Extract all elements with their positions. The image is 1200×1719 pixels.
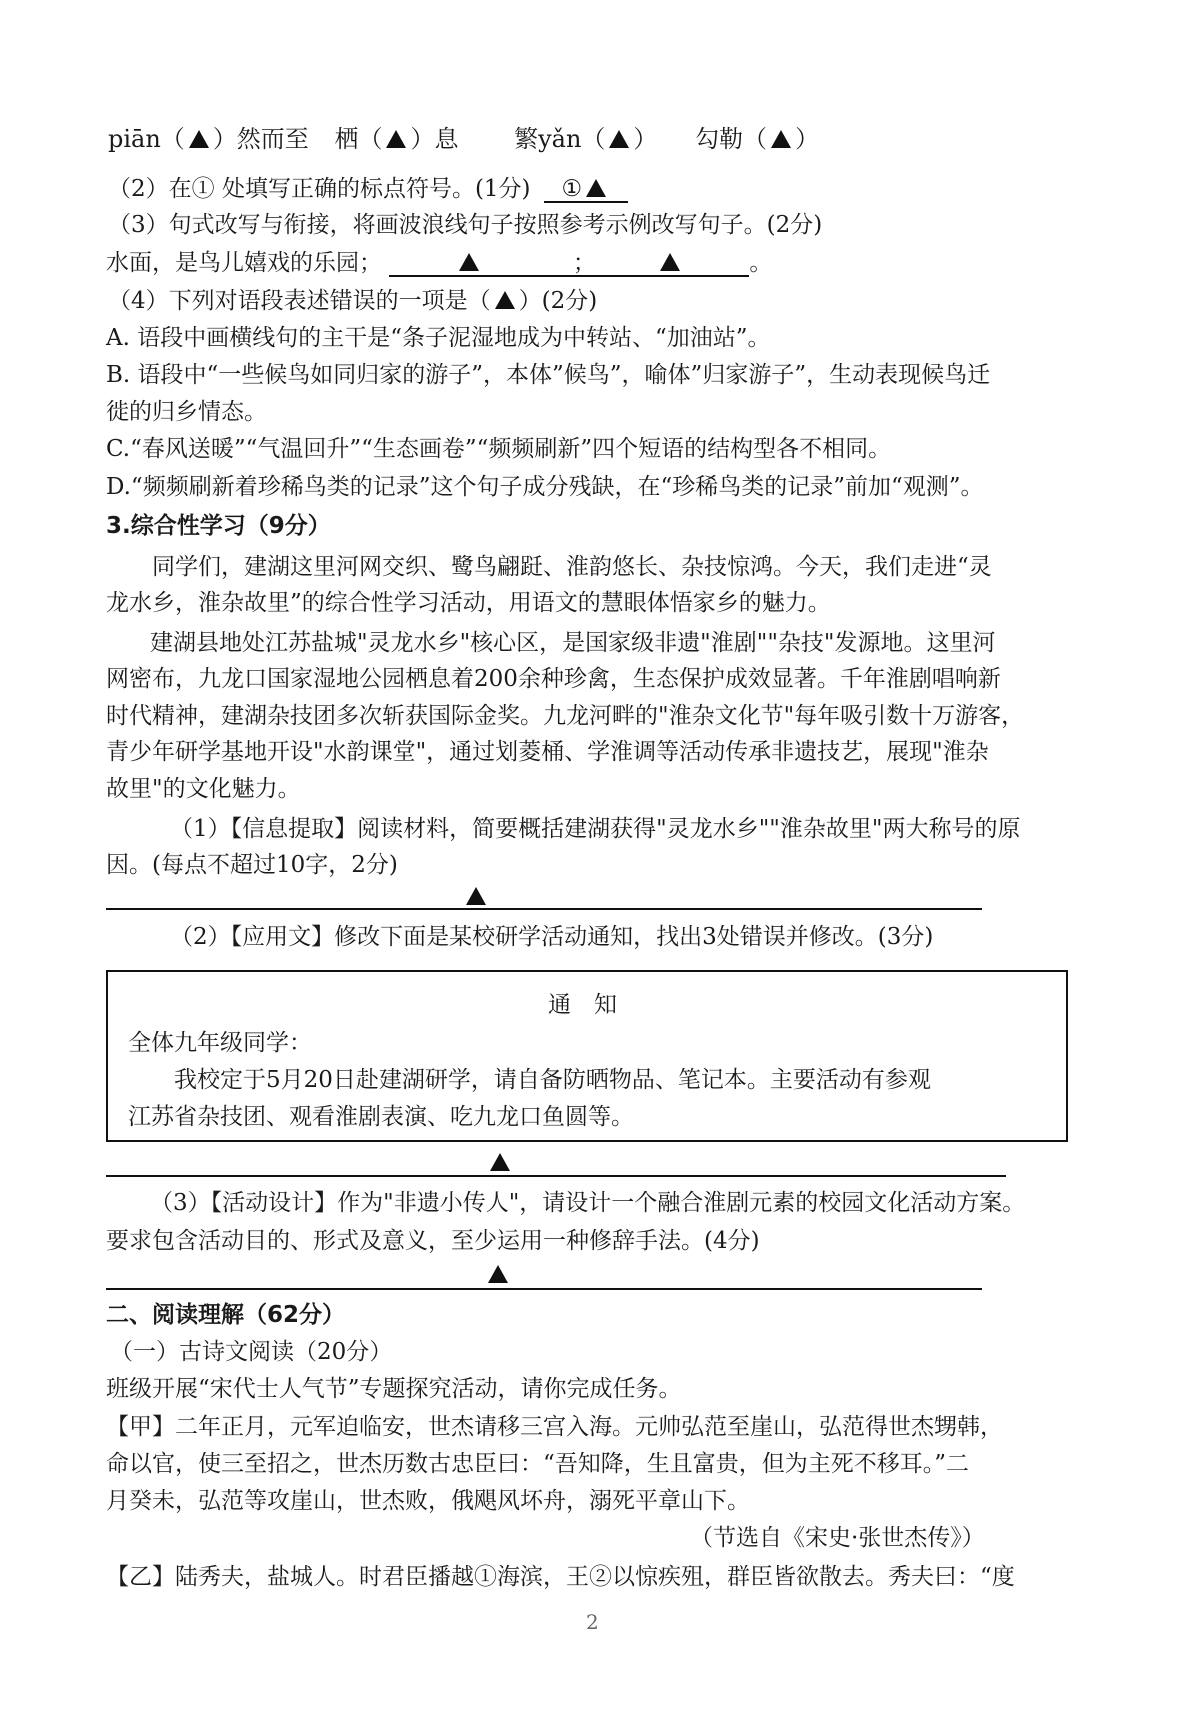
passage-jia-1: 【甲】二年正月，元军迫临安，世杰请移三宫入海。元帅弘范至崖山，弘范得世杰甥韩， [106,1414,1003,1440]
option-b: B. 语段中“一些候鸟如同归家的游子”，本体”候鸟”，喻体”归家游子”，生动表现候鸟迁 [106,362,991,388]
question-3-1-cont: 因。(每点不超过10字，2分) [106,852,398,878]
answer-triangle-icon [189,130,209,148]
answer-triangle-icon [609,130,629,148]
option-b-cont: 徙的归乡情态。 [106,399,267,425]
question-4: （4）下列对语段表述错误的一项是（ ）(2分) [108,288,598,314]
notice-body-2: 江苏省杂技团、观看淮剧表演、吃九龙口鱼圆等。 [128,1104,634,1130]
material-line-2: 网密布，九龙口国家湿地公园栖息着200余种珍禽，生态保护成效显著。千年淮剧唱响新 [106,666,1001,692]
question-3-3-cont: 要求包含活动目的、形式及意义，至少运用一种修辞手法。(4分) [106,1228,760,1254]
answer-triangle-icon [771,130,791,148]
part-2-title: 二、阅读理解（62分） [106,1302,346,1328]
passage-jia-2: 命以官，使三至招之，世杰历数古忠臣曰：“吾知降，生且富贵，但为主死不移耳。”二 [106,1451,970,1477]
material-line-4: 青少年研学基地开设"水韵课堂"，通过划菱桶、学淮调等活动传承非遗技艺，展现"淮杂 [106,739,989,765]
section-3-title: 3.综合性学习（9分） [106,513,331,539]
pinyin-item-1: piān（ [108,125,185,153]
question-3-answer-line: 水面，是鸟儿嬉戏的乐园； ； 。 [106,250,773,276]
pinyin-item-2: 栖（ [334,125,383,153]
notice-salutation: 全体九年级同学： [128,1030,312,1056]
answer-triangle-icon [459,253,479,271]
question-3: （3）句式改写与衔接，将画波浪线句子按照参考示例改写句子。(2分) [108,212,823,238]
pinyin-line: piān（ ）然而至 栖（ ）息 繁yǎn（ ） 勾勒（ ） [108,125,820,153]
task-instruction: 班级开展“宋代士人气节”专题探究活动，请你完成任务。 [106,1376,682,1402]
answer-triangle-icon [495,291,515,309]
notice-box [106,970,1068,1142]
notice-body-1: 我校定于5月20日赴建湖研学，请自备防晒物品、笔记本。主要活动有参观 [174,1067,931,1093]
answer-triangle-icon [466,887,486,905]
answer-blank: ① [544,178,628,203]
answer-triangle-icon [660,253,680,271]
option-d: D.“频频刷新着珍稀鸟类的记录”这个句子成分残缺，在“珍稀鸟类的记录”前加“观测”。 [106,474,984,500]
pinyin-item-3: 繁yǎn（ [514,125,606,153]
section-3-intro-cont: 龙水乡，淮杂故里”的综合性学习活动，用语文的慧眼体悟家乡的魅力。 [106,590,831,616]
page-number: 2 [586,1610,599,1634]
question-2: （2）在① 处填写正确的标点符号。(1分) ① [108,178,628,203]
part-2-subtitle: （一）古诗文阅读（20分） [110,1339,393,1365]
section-3-intro: 同学们，建湖这里河网交织、鹭鸟翩跹、淮韵悠长、杂技惊鸿。今天，我们走进“灵 [152,554,992,580]
answer-triangle-icon [488,1265,508,1283]
material-line-3: 时代精神，建湖杂技团多次斩获国际金奖。九龙河畔的"淮杂文化节"每年吸引数十万游客， [106,703,1025,729]
answer-line [106,1288,982,1290]
answer-line [106,908,982,910]
passage-yi-1: 【乙】陆秀夫，盐城人。时君臣播越①海滨，王②以惊疾殂，群臣皆欲散去。秀夫曰：“度 [106,1564,1015,1590]
option-c: C.“春风送暖”“气温回升”“生态画卷”“频频刷新”四个短语的结构型各不相同。 [106,436,892,462]
notice-title: 通 知 [548,992,617,1018]
passage-jia-3: 月癸未，弘范等攻崖山，世杰败，俄飓风坏舟，溺死平章山下。 [106,1488,750,1514]
question-3-1: （1）【信息提取】阅读材料，简要概括建湖获得"灵龙水乡""淮杂故里"两大称号的原 [170,816,1021,842]
answer-line [106,1175,1006,1177]
passage-jia-source: （节选自《宋史·张世杰传》） [690,1525,985,1551]
question-3-2: （2）【应用文】修改下面是某校研学活动通知，找出3处错误并修改。(3分) [170,924,934,950]
material-line-5: 故里"的文化魅力。 [106,776,301,802]
answer-triangle-icon [586,179,606,197]
answer-triangle-icon [386,130,406,148]
option-a: A. 语段中画横线句的主干是“条子泥湿地成为中转站、“加油站”。 [106,325,771,351]
material-line-1: 建湖县地处江苏盐城"灵龙水乡"核心区，是国家级非遗"淮剧""杂技"发源地。这里河 [150,630,996,656]
question-3-3: （3）【活动设计】作为"非遗小传人"，请设计一个融合淮剧元素的校园文化活动方案。 [150,1190,1026,1216]
answer-blank: ； [389,252,749,277]
pinyin-item-4: 勾勒（ [695,125,768,153]
answer-triangle-icon [490,1153,510,1171]
